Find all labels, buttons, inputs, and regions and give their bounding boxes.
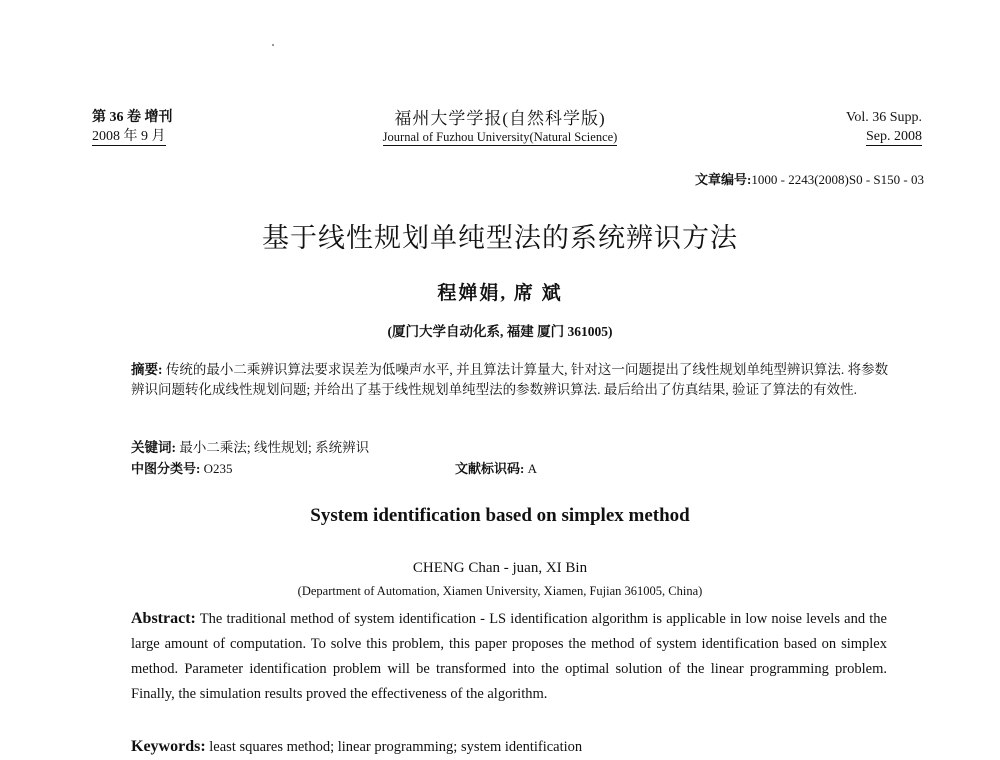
- keywords-en: [131, 738, 582, 756]
- journal-title-en: Journal of Fuzhou University(Natural Science): [382, 130, 618, 144]
- authors-cn: 程婵娟, 席 斌: [437, 283, 563, 304]
- keywords-en-label: Keywords:: [131, 738, 206, 755]
- affiliation-en: (Department of Automation, Xiamen University, Xiamen, Fujian 361005, China): [297, 584, 703, 598]
- document-code-label: 文献标识码:: [455, 461, 525, 476]
- abstract-en: [131, 606, 887, 707]
- header-right: [846, 108, 922, 146]
- document-code-value: A: [527, 461, 537, 476]
- date-cn: 2008 年 9 月: [92, 129, 166, 144]
- title-cn: 基于线性规划单纯型法的系统辨识方法: [262, 223, 738, 253]
- keywords-cn-text: 最小二乘法; 线性规划; 系统辨识: [179, 440, 370, 455]
- clc-value: O235: [203, 461, 233, 476]
- keywords-cn: [131, 436, 369, 456]
- keywords-en-text: least squares method; linear programming; system identification: [209, 739, 583, 755]
- keywords-cn-label: 关键词:: [131, 440, 176, 455]
- article-number: [695, 169, 924, 188]
- document-code: [455, 458, 537, 477]
- abstract-en-text: The traditional method of system identification - LS identification algorithm is applicable in low noise levels and the large amount of computation. To solve this problem, this paper proposes the method of system identification based on simplex method. Parameter identification problem will be transformed into the optimal solution of the linear programming problem. Finally, the simulation results proved the effectiveness of the algorithm.: [131, 611, 887, 702]
- article-number-label: 文章编号:: [695, 172, 752, 187]
- date-en: Sep. 2008: [866, 129, 922, 144]
- abstract-cn-label: 摘要:: [131, 362, 163, 377]
- scan-speck: [272, 44, 274, 46]
- affiliation-cn: (厦门大学自动化系, 福建 厦门 361005): [387, 324, 613, 339]
- authors-en: CHENG Chan - juan, XI Bin: [412, 560, 588, 576]
- abstract-en-label: Abstract:: [131, 610, 196, 627]
- volume-cn: 第 36 卷 增刊: [92, 110, 173, 125]
- title-en: System identification based on simplex method: [310, 505, 690, 526]
- article-number-value: 1000 - 2243(2008)S0 - S150 - 03: [751, 172, 924, 187]
- clc-number: [131, 458, 232, 477]
- abstract-cn: [131, 360, 891, 400]
- clc-label: 中图分类号:: [131, 461, 201, 476]
- volume-en: Vol. 36 Supp.: [846, 110, 922, 125]
- abstract-cn-text: 传统的最小二乘辨识算法要求误差为低噪声水平, 并且算法计算量大, 针对这一问题提出了线性规划单纯型辨识算法. 将参数辨识问题转化成线性规划问题; 并给出了基于线性规划单纯型法的参数辨识算法. 最后给出了仿真结果, 验证了算法的有效性.: [131, 362, 889, 397]
- journal-title-cn: 福州大学学报(自然科学版): [394, 109, 606, 128]
